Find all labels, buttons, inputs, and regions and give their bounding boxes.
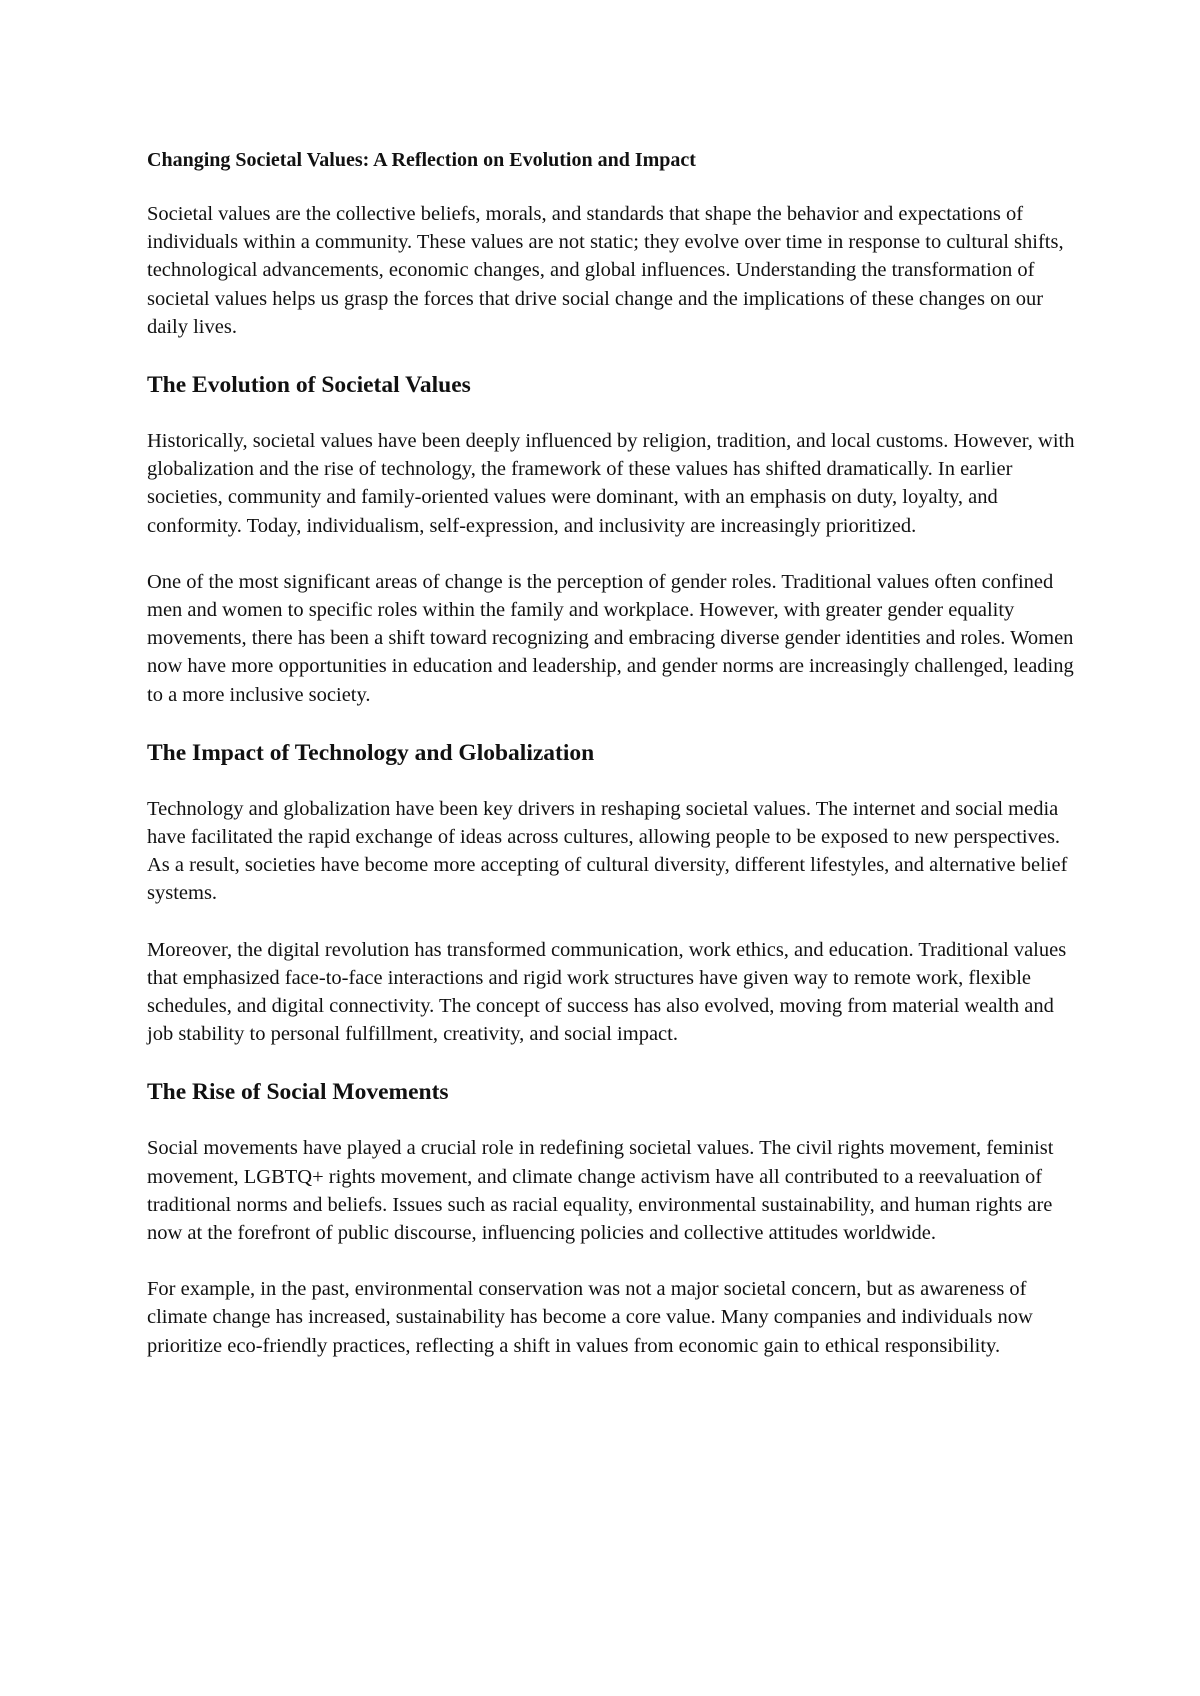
document-page <box>147 146 1077 1388</box>
section-paragraph: For example, in the past, environmental conservation was not a major societal concern, but as awareness of climate change has increased, sustainability has become a core value. Many companies and individuals now prioritize eco-friendly practices, reflecting a shift in values from economic gain to ethical responsibility. <box>147 1278 1033 1357</box>
intro-paragraph: Societal values are the collective beliefs, morals, and standards that shape the behavior and expectations of individuals within a community. These values are not static; they evolve over time in response to cultural shifts, technological advancements, economic changes, and global influences. Understanding the transformation of societal values helps us grasp the forces that drive social change and the implications of these changes on our daily lives. <box>147 203 1064 338</box>
section-paragraph: One of the most significant areas of change is the perception of gender roles. Traditional values often confined men and women to specific roles within the family and workplace. However, with greater gender equality movements, there has been a shift toward recognizing and embracing diverse gender identities and roles. Women now have more opportunities in education and leadership, and gender norms are increasingly challenged, leading to a more inclusive society. <box>147 570 1074 706</box>
section-paragraph: Moreover, the digital revolution has transformed communication, work ethics, and education. Traditional values that emphasized face-to-face interactions and rigid work structures have given way to remote work, flexible schedules, and digital connectivity. The concept of success has also evolved, moving from material wealth and job stability to personal fulfillment, creativity, and social impact. <box>147 938 1067 1046</box>
document-title: Changing Societal Values: A Reflection on Evolution and Impact <box>147 149 696 171</box>
section-paragraph: Technology and globalization have been key drivers in reshaping societal values. The internet and social media have facilitated the rapid exchange of ideas across cultures, allowing people to be exposed to new perspectives. As a result, societies have become more accepting of cultural diversity, different lifestyles, and alternative belief systems. <box>147 797 1068 905</box>
section-heading-technology: The Impact of Technology and Globalization <box>147 739 595 766</box>
section-heading-evolution: The Evolution of Societal Values <box>147 372 471 399</box>
section-paragraph: Historically, societal values have been deeply influenced by religion, tradition, and local customs. However, with globalization and the rise of technology, the framework of these values has shifted dramatically. In earlier societies, community and family-oriented values were dominant, with an emphasis on duty, loyalty, and conformity. Today, individualism, self-expression, and inclusivity are increasingly prioritized. <box>147 430 1075 537</box>
section-heading-social-movements: The Rise of Social Movements <box>147 1079 449 1106</box>
section-paragraph: Social movements have played a crucial role in redefining societal values. The civil rights movement, feminist movement, LGBTQ+ rights movement, and climate change activism have all contributed to a reevaluation of traditional norms and beliefs. Issues such as racial equality, environmental sustainability, and human rights are now at the forefront of public discourse, influencing policies and collective attitudes worldwide. <box>147 1137 1054 1245</box>
